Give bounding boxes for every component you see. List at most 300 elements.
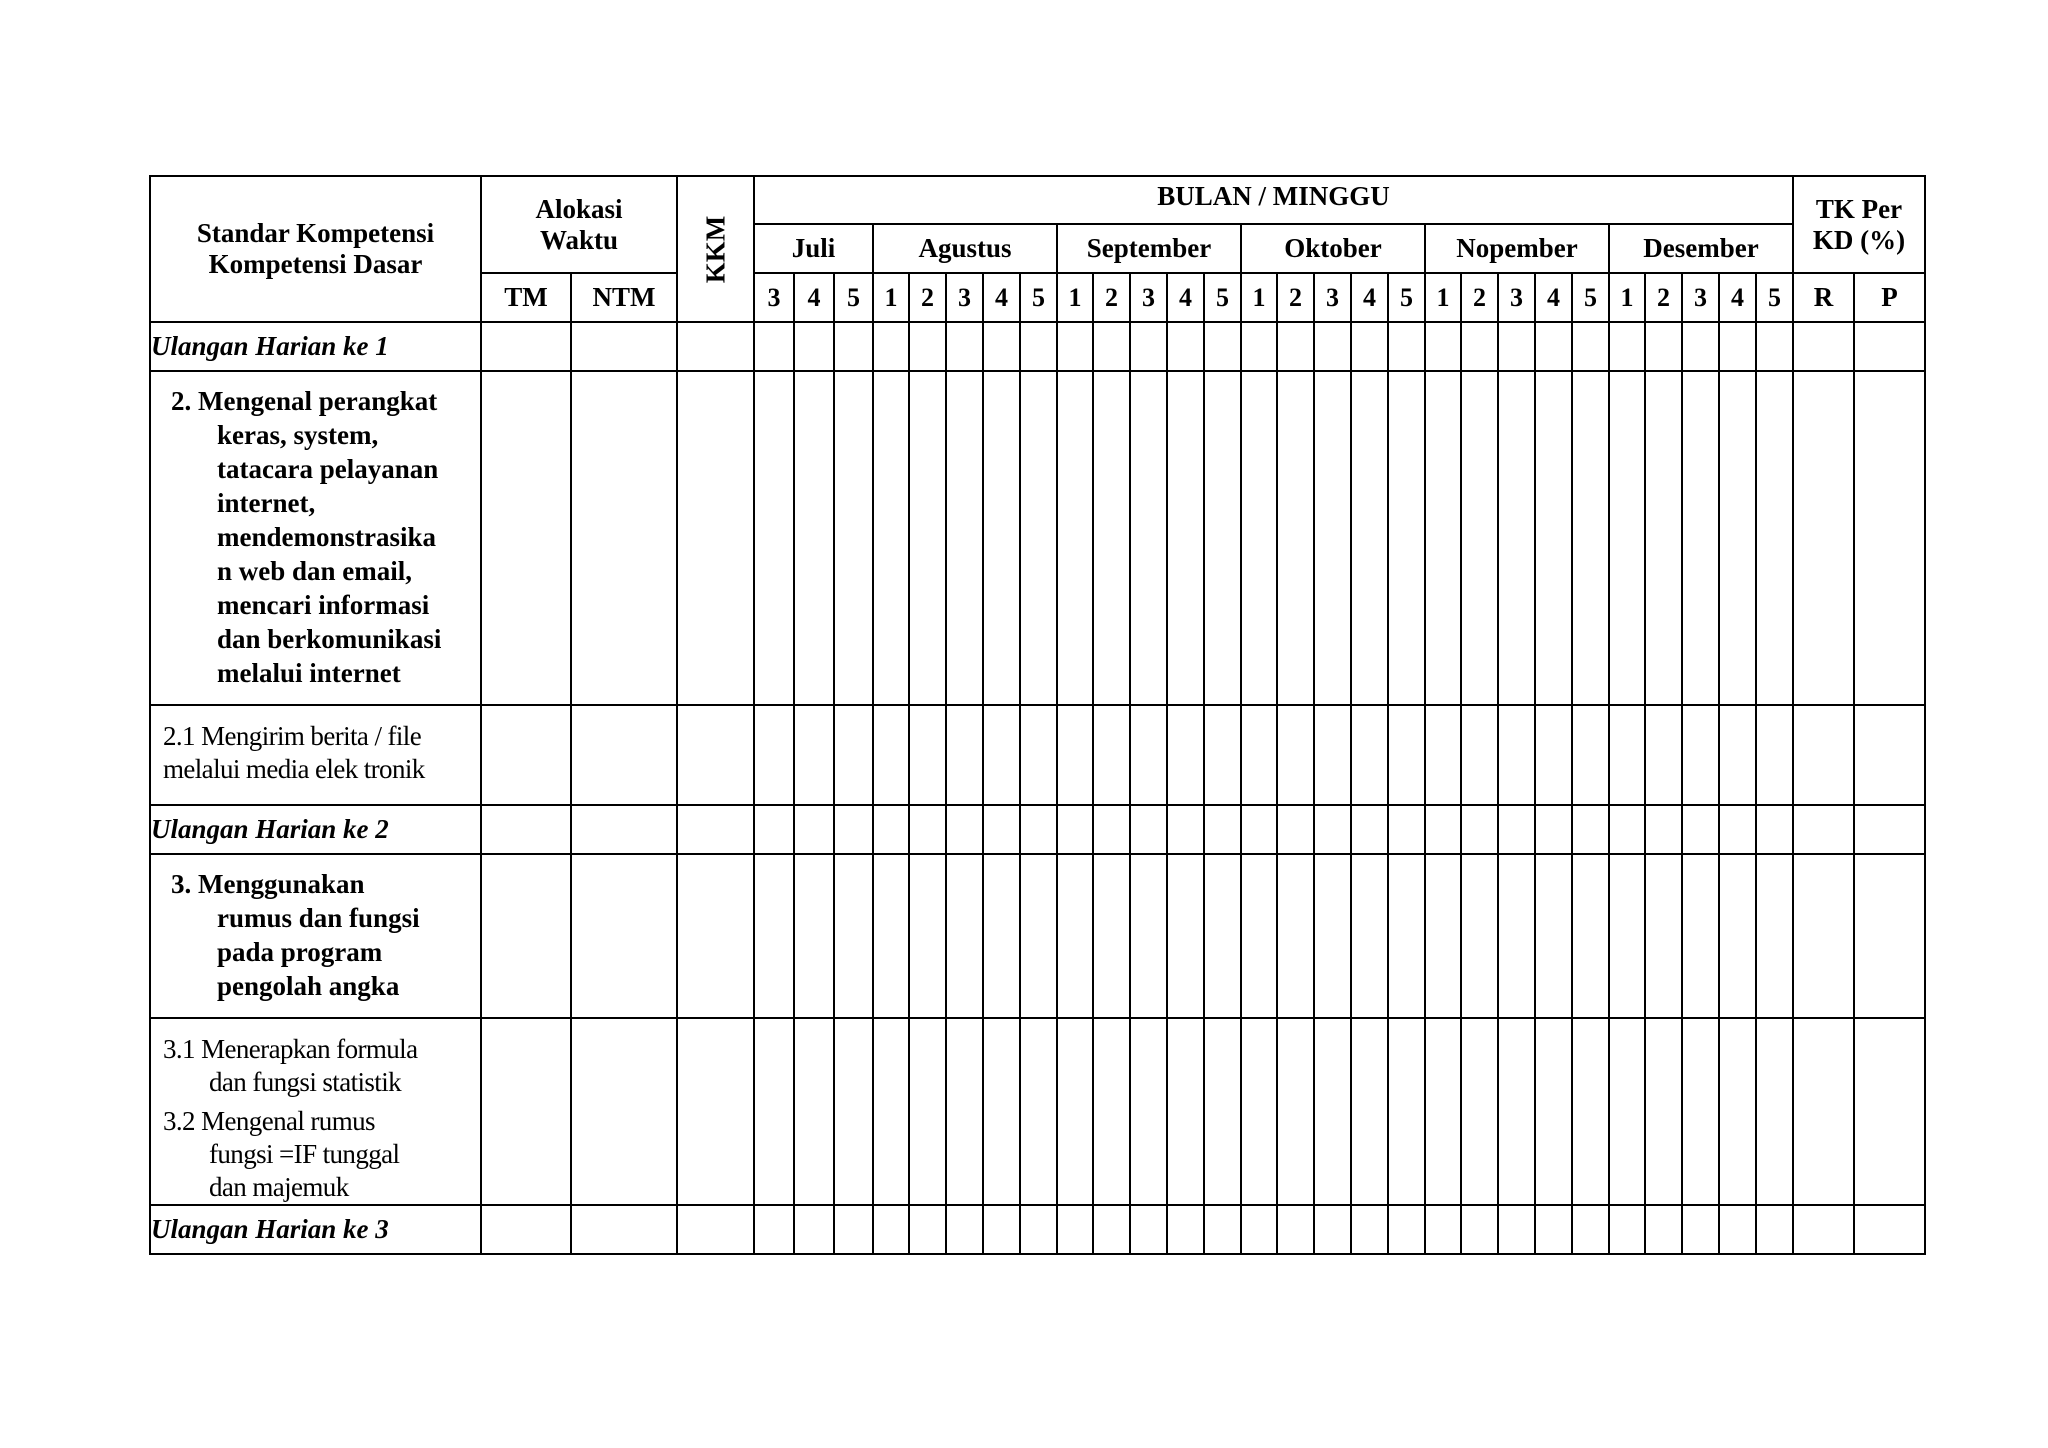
kd21-line: 2.1 Mengirim berita / file — [163, 721, 422, 751]
empty-cell — [677, 371, 754, 705]
month-header: Juli — [754, 224, 873, 273]
empty-cell — [1719, 1205, 1756, 1254]
empty-cell — [1314, 854, 1351, 1018]
sk3-number: 3. — [171, 869, 192, 899]
week-header: 2 — [909, 273, 946, 322]
empty-cell — [983, 1205, 1020, 1254]
empty-cell — [677, 854, 754, 1018]
empty-cell — [1461, 322, 1498, 371]
empty-cell — [1793, 322, 1854, 371]
empty-cell — [1204, 705, 1241, 805]
empty-cell — [1351, 1205, 1388, 1254]
empty-cell — [1057, 371, 1093, 705]
empty-cell — [946, 854, 983, 1018]
empty-cell — [834, 371, 873, 705]
empty-cell — [1682, 705, 1719, 805]
empty-cell — [909, 371, 946, 705]
empty-cell — [1854, 854, 1925, 1018]
empty-cell — [1645, 854, 1682, 1018]
empty-cell — [1277, 805, 1314, 854]
table-row — [150, 1205, 1925, 1254]
empty-cell — [1388, 1205, 1425, 1254]
standar-kompetensi-3 — [150, 854, 481, 1018]
planning-sheet — [149, 175, 1910, 1255]
empty-cell — [1682, 1018, 1719, 1205]
week-header: 1 — [1057, 273, 1093, 322]
empty-cell — [1645, 1205, 1682, 1254]
empty-cell — [1719, 1018, 1756, 1205]
empty-cell — [1498, 854, 1535, 1018]
ulangan-harian-3: Ulangan Harian ke 3 — [150, 1205, 481, 1254]
empty-cell — [1167, 854, 1204, 1018]
sk2-line: n web dan email, — [217, 556, 413, 586]
empty-cell — [946, 371, 983, 705]
empty-cell — [1461, 805, 1498, 854]
empty-cell — [1535, 805, 1572, 854]
header-tk-per-kd — [1793, 176, 1925, 273]
empty-cell — [754, 705, 794, 805]
empty-cell — [909, 854, 946, 1018]
empty-cell — [1314, 322, 1351, 371]
week-header: 2 — [1093, 273, 1130, 322]
empty-cell — [1277, 854, 1314, 1018]
empty-cell — [1609, 1205, 1645, 1254]
empty-cell — [834, 705, 873, 805]
empty-cell — [481, 322, 571, 371]
kd32-line: 3.2 Mengenal rumus — [163, 1106, 375, 1136]
empty-cell — [1682, 371, 1719, 705]
empty-cell — [1572, 705, 1609, 805]
empty-cell — [481, 705, 571, 805]
empty-cell — [834, 322, 873, 371]
empty-cell — [1020, 371, 1057, 705]
table-row — [150, 322, 1925, 371]
empty-cell — [1388, 1018, 1425, 1205]
empty-cell — [794, 854, 834, 1018]
month-header: Agustus — [873, 224, 1057, 273]
week-header: 4 — [794, 273, 834, 322]
sk2-line: tatacara pelayanan — [217, 454, 439, 484]
header-alokasi-waktu — [481, 176, 677, 273]
month-header: September — [1057, 224, 1241, 273]
empty-cell — [909, 705, 946, 805]
empty-cell — [1167, 322, 1204, 371]
sk3-line: Menggunakan — [198, 869, 365, 899]
empty-cell — [1682, 854, 1719, 1018]
kd31-line: 3.1 Menerapkan formula — [163, 1034, 418, 1064]
empty-cell — [834, 1018, 873, 1205]
empty-cell — [1535, 705, 1572, 805]
week-header: 3 — [1498, 273, 1535, 322]
ulangan-harian-1: Ulangan Harian ke 1 — [150, 322, 481, 371]
empty-cell — [983, 1018, 1020, 1205]
empty-cell — [1719, 322, 1756, 371]
week-header: 3 — [754, 273, 794, 322]
sk2-line: internet, — [217, 488, 316, 518]
empty-cell — [1609, 371, 1645, 705]
empty-cell — [834, 1205, 873, 1254]
empty-cell — [909, 322, 946, 371]
empty-cell — [1130, 1205, 1167, 1254]
empty-cell — [1020, 805, 1057, 854]
week-header: 4 — [983, 273, 1020, 322]
empty-cell — [794, 1205, 834, 1254]
empty-cell — [1241, 805, 1277, 854]
empty-cell — [1167, 805, 1204, 854]
empty-cell — [1854, 1018, 1925, 1205]
header-kkm — [677, 176, 754, 322]
week-header: 3 — [946, 273, 983, 322]
empty-cell — [873, 705, 909, 805]
sk2-line: keras, system, — [217, 420, 379, 450]
empty-cell — [754, 1018, 794, 1205]
empty-cell — [1093, 705, 1130, 805]
empty-cell — [1277, 371, 1314, 705]
week-header: 2 — [1461, 273, 1498, 322]
sk3-line: pada program — [217, 937, 383, 967]
week-header: 5 — [1572, 273, 1609, 322]
week-header: 5 — [834, 273, 873, 322]
empty-cell — [1609, 705, 1645, 805]
empty-cell — [571, 805, 677, 854]
empty-cell — [1425, 371, 1461, 705]
empty-cell — [983, 371, 1020, 705]
empty-cell — [1314, 705, 1351, 805]
empty-cell — [1167, 371, 1204, 705]
empty-cell — [1277, 705, 1314, 805]
empty-cell — [1609, 322, 1645, 371]
header-sk-kd — [150, 176, 481, 322]
week-header: 3 — [1682, 273, 1719, 322]
empty-cell — [1351, 705, 1388, 805]
header-kkm-label: KKM — [700, 215, 730, 283]
week-header: 3 — [1314, 273, 1351, 322]
empty-cell — [1498, 1205, 1535, 1254]
empty-cell — [873, 805, 909, 854]
empty-cell — [1277, 1018, 1314, 1205]
header-waktu-label: Waktu — [539, 224, 619, 255]
week-header: 4 — [1167, 273, 1204, 322]
empty-cell — [1719, 705, 1756, 805]
empty-cell — [1204, 854, 1241, 1018]
empty-cell — [481, 371, 571, 705]
empty-cell — [1535, 854, 1572, 1018]
empty-cell — [1057, 805, 1093, 854]
header-p: P — [1854, 273, 1925, 322]
empty-cell — [677, 1018, 754, 1205]
empty-cell — [873, 322, 909, 371]
ulangan-harian-2: Ulangan Harian ke 2 — [150, 805, 481, 854]
empty-cell — [983, 805, 1020, 854]
empty-cell — [873, 854, 909, 1018]
empty-cell — [1756, 705, 1793, 805]
kompetensi-dasar-2-1 — [150, 705, 481, 805]
empty-cell — [1609, 854, 1645, 1018]
empty-cell — [1388, 805, 1425, 854]
empty-cell — [1572, 854, 1609, 1018]
empty-cell — [1241, 854, 1277, 1018]
empty-cell — [1277, 322, 1314, 371]
kompetensi-dasar-3 — [150, 1018, 481, 1205]
empty-cell — [1425, 1205, 1461, 1254]
empty-cell — [754, 854, 794, 1018]
empty-cell — [571, 1205, 677, 1254]
empty-cell — [1572, 1205, 1609, 1254]
empty-cell — [571, 854, 677, 1018]
empty-cell — [1204, 1018, 1241, 1205]
empty-cell — [834, 854, 873, 1018]
empty-cell — [1425, 1018, 1461, 1205]
empty-cell — [1425, 705, 1461, 805]
empty-cell — [1756, 371, 1793, 705]
week-header: 1 — [1425, 273, 1461, 322]
empty-cell — [1719, 854, 1756, 1018]
empty-cell — [1314, 1018, 1351, 1205]
schedule-table — [149, 175, 1926, 1255]
week-header: 4 — [1351, 273, 1388, 322]
empty-cell — [754, 371, 794, 705]
empty-cell — [1388, 322, 1425, 371]
empty-cell — [794, 805, 834, 854]
empty-cell — [1057, 322, 1093, 371]
empty-cell — [1130, 854, 1167, 1018]
kd31-line: dan fungsi statistik — [209, 1067, 401, 1097]
empty-cell — [873, 371, 909, 705]
empty-cell — [1498, 705, 1535, 805]
empty-cell — [1535, 322, 1572, 371]
empty-cell — [873, 1205, 909, 1254]
header-sk-label: Standar Kompetensi — [196, 218, 435, 248]
week-header: 5 — [1204, 273, 1241, 322]
week-header: 5 — [1388, 273, 1425, 322]
empty-cell — [1572, 1018, 1609, 1205]
empty-cell — [1793, 1205, 1854, 1254]
week-header: 4 — [1719, 273, 1756, 322]
month-header: Oktober — [1241, 224, 1425, 273]
empty-cell — [946, 705, 983, 805]
week-header: 2 — [1645, 273, 1682, 322]
empty-cell — [1793, 705, 1854, 805]
empty-cell — [1645, 1018, 1682, 1205]
empty-cell — [1498, 322, 1535, 371]
header-tk-label: TK Per — [1815, 193, 1903, 224]
empty-cell — [754, 805, 794, 854]
empty-cell — [1682, 1205, 1719, 1254]
sk2-line: Mengenal perangkat — [198, 386, 438, 416]
empty-cell — [1854, 705, 1925, 805]
empty-cell — [794, 322, 834, 371]
header-tm: TM — [481, 273, 571, 322]
empty-cell — [1130, 705, 1167, 805]
empty-cell — [1241, 322, 1277, 371]
empty-cell — [1388, 371, 1425, 705]
empty-cell — [1057, 705, 1093, 805]
empty-cell — [1425, 854, 1461, 1018]
empty-cell — [1756, 1018, 1793, 1205]
empty-cell — [794, 1018, 834, 1205]
empty-cell — [1535, 1018, 1572, 1205]
empty-cell — [1793, 371, 1854, 705]
empty-cell — [983, 854, 1020, 1018]
empty-cell — [1204, 371, 1241, 705]
empty-cell — [1498, 1018, 1535, 1205]
empty-cell — [1241, 705, 1277, 805]
empty-cell — [1645, 705, 1682, 805]
kd21-line: melalui media elek tronik — [163, 754, 425, 784]
empty-cell — [677, 705, 754, 805]
empty-cell — [1130, 805, 1167, 854]
empty-cell — [834, 805, 873, 854]
empty-cell — [1756, 322, 1793, 371]
empty-cell — [1388, 705, 1425, 805]
empty-cell — [677, 1205, 754, 1254]
empty-cell — [1167, 705, 1204, 805]
empty-cell — [1854, 322, 1925, 371]
sk3-line: pengolah angka — [217, 971, 400, 1001]
empty-cell — [946, 805, 983, 854]
empty-cell — [1020, 322, 1057, 371]
empty-cell — [1130, 371, 1167, 705]
sk2-line: mencari informasi — [217, 590, 430, 620]
empty-cell — [1130, 1018, 1167, 1205]
empty-cell — [1461, 705, 1498, 805]
empty-cell — [571, 322, 677, 371]
empty-cell — [1461, 1205, 1498, 1254]
week-header: 3 — [1130, 273, 1167, 322]
empty-cell — [1498, 805, 1535, 854]
empty-cell — [1057, 854, 1093, 1018]
empty-cell — [481, 854, 571, 1018]
sk2-line: mendemonstrasika — [217, 522, 437, 552]
empty-cell — [794, 371, 834, 705]
empty-cell — [1719, 371, 1756, 705]
empty-cell — [1793, 1018, 1854, 1205]
table-row — [150, 1018, 1925, 1205]
empty-cell — [1498, 371, 1535, 705]
empty-cell — [1719, 805, 1756, 854]
header-r: R — [1793, 273, 1854, 322]
empty-cell — [1756, 854, 1793, 1018]
empty-cell — [1093, 322, 1130, 371]
sk3-line: rumus dan fungsi — [217, 903, 420, 933]
empty-cell — [946, 322, 983, 371]
empty-cell — [677, 805, 754, 854]
empty-cell — [1535, 371, 1572, 705]
empty-cell — [1020, 1018, 1057, 1205]
empty-cell — [1854, 1205, 1925, 1254]
empty-cell — [571, 705, 677, 805]
empty-cell — [1682, 805, 1719, 854]
empty-cell — [1241, 1018, 1277, 1205]
empty-cell — [1093, 371, 1130, 705]
empty-cell — [1793, 805, 1854, 854]
header-bulan-minggu: BULAN / MINGGU — [754, 176, 1793, 224]
empty-cell — [1204, 322, 1241, 371]
empty-cell — [983, 322, 1020, 371]
empty-cell — [754, 322, 794, 371]
empty-cell — [909, 1018, 946, 1205]
empty-cell — [1609, 1018, 1645, 1205]
sk2-number: 2. — [171, 386, 192, 416]
empty-cell — [1204, 1205, 1241, 1254]
empty-cell — [1756, 805, 1793, 854]
empty-cell — [1388, 854, 1425, 1018]
empty-cell — [1425, 805, 1461, 854]
empty-cell — [1461, 1018, 1498, 1205]
empty-cell — [1093, 805, 1130, 854]
empty-cell — [1093, 1018, 1130, 1205]
week-header: 1 — [1609, 273, 1645, 322]
table-row — [150, 854, 1925, 1018]
week-header: 2 — [1277, 273, 1314, 322]
empty-cell — [909, 1205, 946, 1254]
empty-cell — [946, 1018, 983, 1205]
empty-cell — [1425, 322, 1461, 371]
empty-cell — [794, 705, 834, 805]
empty-cell — [1314, 805, 1351, 854]
empty-cell — [1793, 854, 1854, 1018]
empty-cell — [1461, 371, 1498, 705]
empty-cell — [1645, 371, 1682, 705]
empty-cell — [1461, 854, 1498, 1018]
empty-cell — [1020, 705, 1057, 805]
empty-cell — [1756, 1205, 1793, 1254]
empty-cell — [481, 1205, 571, 1254]
empty-cell — [946, 1205, 983, 1254]
table-row — [150, 805, 1925, 854]
empty-cell — [1093, 854, 1130, 1018]
empty-cell — [1241, 371, 1277, 705]
empty-cell — [571, 1018, 677, 1205]
empty-cell — [481, 805, 571, 854]
month-header: Nopember — [1425, 224, 1609, 273]
sk2-line: melalui internet — [217, 658, 401, 688]
kd32-line: fungsi =IF tunggal — [209, 1139, 400, 1169]
empty-cell — [1572, 371, 1609, 705]
empty-cell — [1020, 1205, 1057, 1254]
header-alokasi-label: Alokasi — [535, 193, 623, 224]
empty-cell — [1572, 805, 1609, 854]
week-header: 5 — [1020, 273, 1057, 322]
empty-cell — [571, 371, 677, 705]
empty-cell — [1167, 1018, 1204, 1205]
empty-cell — [1204, 805, 1241, 854]
empty-cell — [1020, 854, 1057, 1018]
empty-cell — [1854, 805, 1925, 854]
header-kd-label: Kompetensi Dasar — [208, 249, 423, 279]
empty-cell — [1351, 854, 1388, 1018]
empty-cell — [1535, 1205, 1572, 1254]
empty-cell — [1682, 322, 1719, 371]
sk2-line: dan berkomunikasi — [217, 624, 442, 654]
week-header: 1 — [873, 273, 909, 322]
empty-cell — [677, 322, 754, 371]
empty-cell — [1645, 805, 1682, 854]
empty-cell — [1351, 1018, 1388, 1205]
week-header: 1 — [1241, 273, 1277, 322]
header-ntm: NTM — [571, 273, 677, 322]
empty-cell — [1057, 1205, 1093, 1254]
table-row — [150, 705, 1925, 805]
empty-cell — [1130, 322, 1167, 371]
kd32-line: dan majemuk — [209, 1172, 349, 1202]
empty-cell — [873, 1018, 909, 1205]
empty-cell — [1277, 1205, 1314, 1254]
header-kd-percent-label: KD (%) — [1812, 224, 1906, 255]
empty-cell — [1057, 1018, 1093, 1205]
empty-cell — [1093, 1205, 1130, 1254]
empty-cell — [1167, 1205, 1204, 1254]
